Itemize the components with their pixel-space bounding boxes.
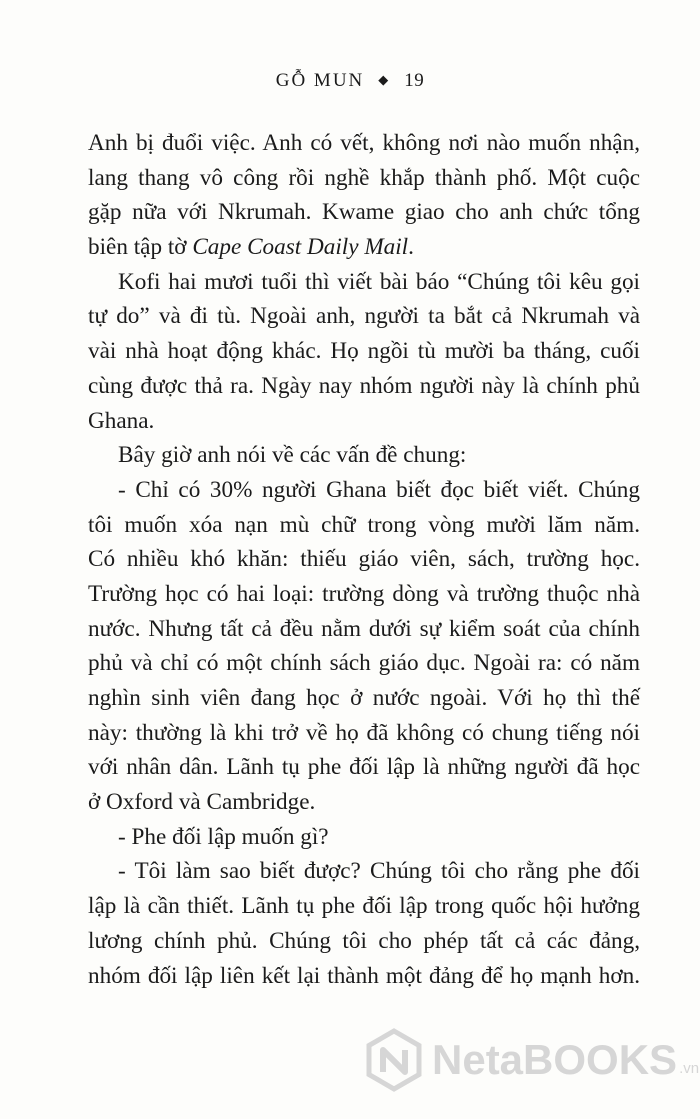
text-line: - Chỉ có 30% người Ghana biết đọc biết viết. Chúng (118, 476, 640, 503)
text-line: lang thang vô công rồi nghề khắp thành phố. Một cuộc (88, 164, 640, 191)
text-line: Kofi hai mươi tuổi thì viết bài báo “Chúng tôi kêu gọi (118, 268, 640, 295)
text-line: tôi muốn xóa nạn mù chữ trong vòng mười lăm năm. (88, 511, 640, 538)
page-number: 19 (404, 70, 425, 91)
text-line: ở Oxford và Cambridge. (88, 789, 316, 816)
text-line: lương chính phủ. Chúng tôi cho phép tất cả các đảng, (88, 927, 640, 954)
text-line: Bây giờ anh nói về các vấn đề chung: (118, 442, 467, 469)
text-line: với nhân dân. Lãnh tụ phe đối lập là những người đã học (88, 754, 640, 781)
text-line: Ghana. (88, 407, 155, 434)
diamond-separator-icon: ◆ (378, 72, 391, 87)
text-line: nghìn sinh viên đang học ở nước ngoài. Với họ thì thế (88, 685, 640, 711)
text-line: nhóm đối lập liên kết lại thành một đảng để họ mạnh hơn. (88, 962, 640, 989)
text-line: - Phe đối lập muốn gì? (118, 823, 329, 850)
text-line: cùng được thả ra. Ngày nay nhóm người này là chính phủ (88, 372, 640, 399)
text-line: Trường học có hai loại: trường dòng và trường thuộc nhà (88, 580, 640, 607)
watermark-tld: .vn (679, 1059, 700, 1077)
text-line: Có nhiều khó khăn: thiếu giáo viên, sách, trường học. (88, 546, 640, 573)
text-line: biên tập tờ Cape Coast Daily Mail. (88, 234, 414, 261)
body-text (88, 126, 640, 993)
text-line: gặp nữa với Nkrumah. Kwame giao cho anh chức tổng (88, 199, 640, 226)
text-line: nước. Nhưng tất cả đều nằm dưới sự kiểm soát của chính (88, 615, 640, 642)
text-line: này: thường là khi trở về họ đã không có chung tiếng nói (88, 719, 640, 746)
text-line: phủ và chỉ có một chính sách giáo dục. Ngoài ra: có năm (88, 650, 640, 677)
newspaper-name: Cape Coast Daily Mail (192, 234, 409, 261)
running-header (0, 70, 700, 92)
text-line: Anh bị đuổi việc. Anh có vết, không nơi nào muốn nhận, (88, 130, 640, 156)
watermark (362, 1022, 700, 1098)
text-line: vài nhà hoạt động khác. Họ ngồi tù mười ba tháng, cuối (88, 338, 640, 365)
text-line: tự do” và đi tù. Ngoài anh, người ta bắt cả Nkrumah và (88, 303, 640, 330)
watermark-text: NetaBOOKS (432, 1036, 678, 1083)
book-title: GỖ MUN (275, 70, 365, 91)
text-line: - Tôi làm sao biết được? Chúng tôi cho rằng phe đối (118, 858, 640, 885)
neta-logo-icon (362, 1028, 426, 1092)
text-line: lập là cần thiết. Lãnh tụ phe đối lập trong quốc hội hưởng (88, 893, 640, 920)
